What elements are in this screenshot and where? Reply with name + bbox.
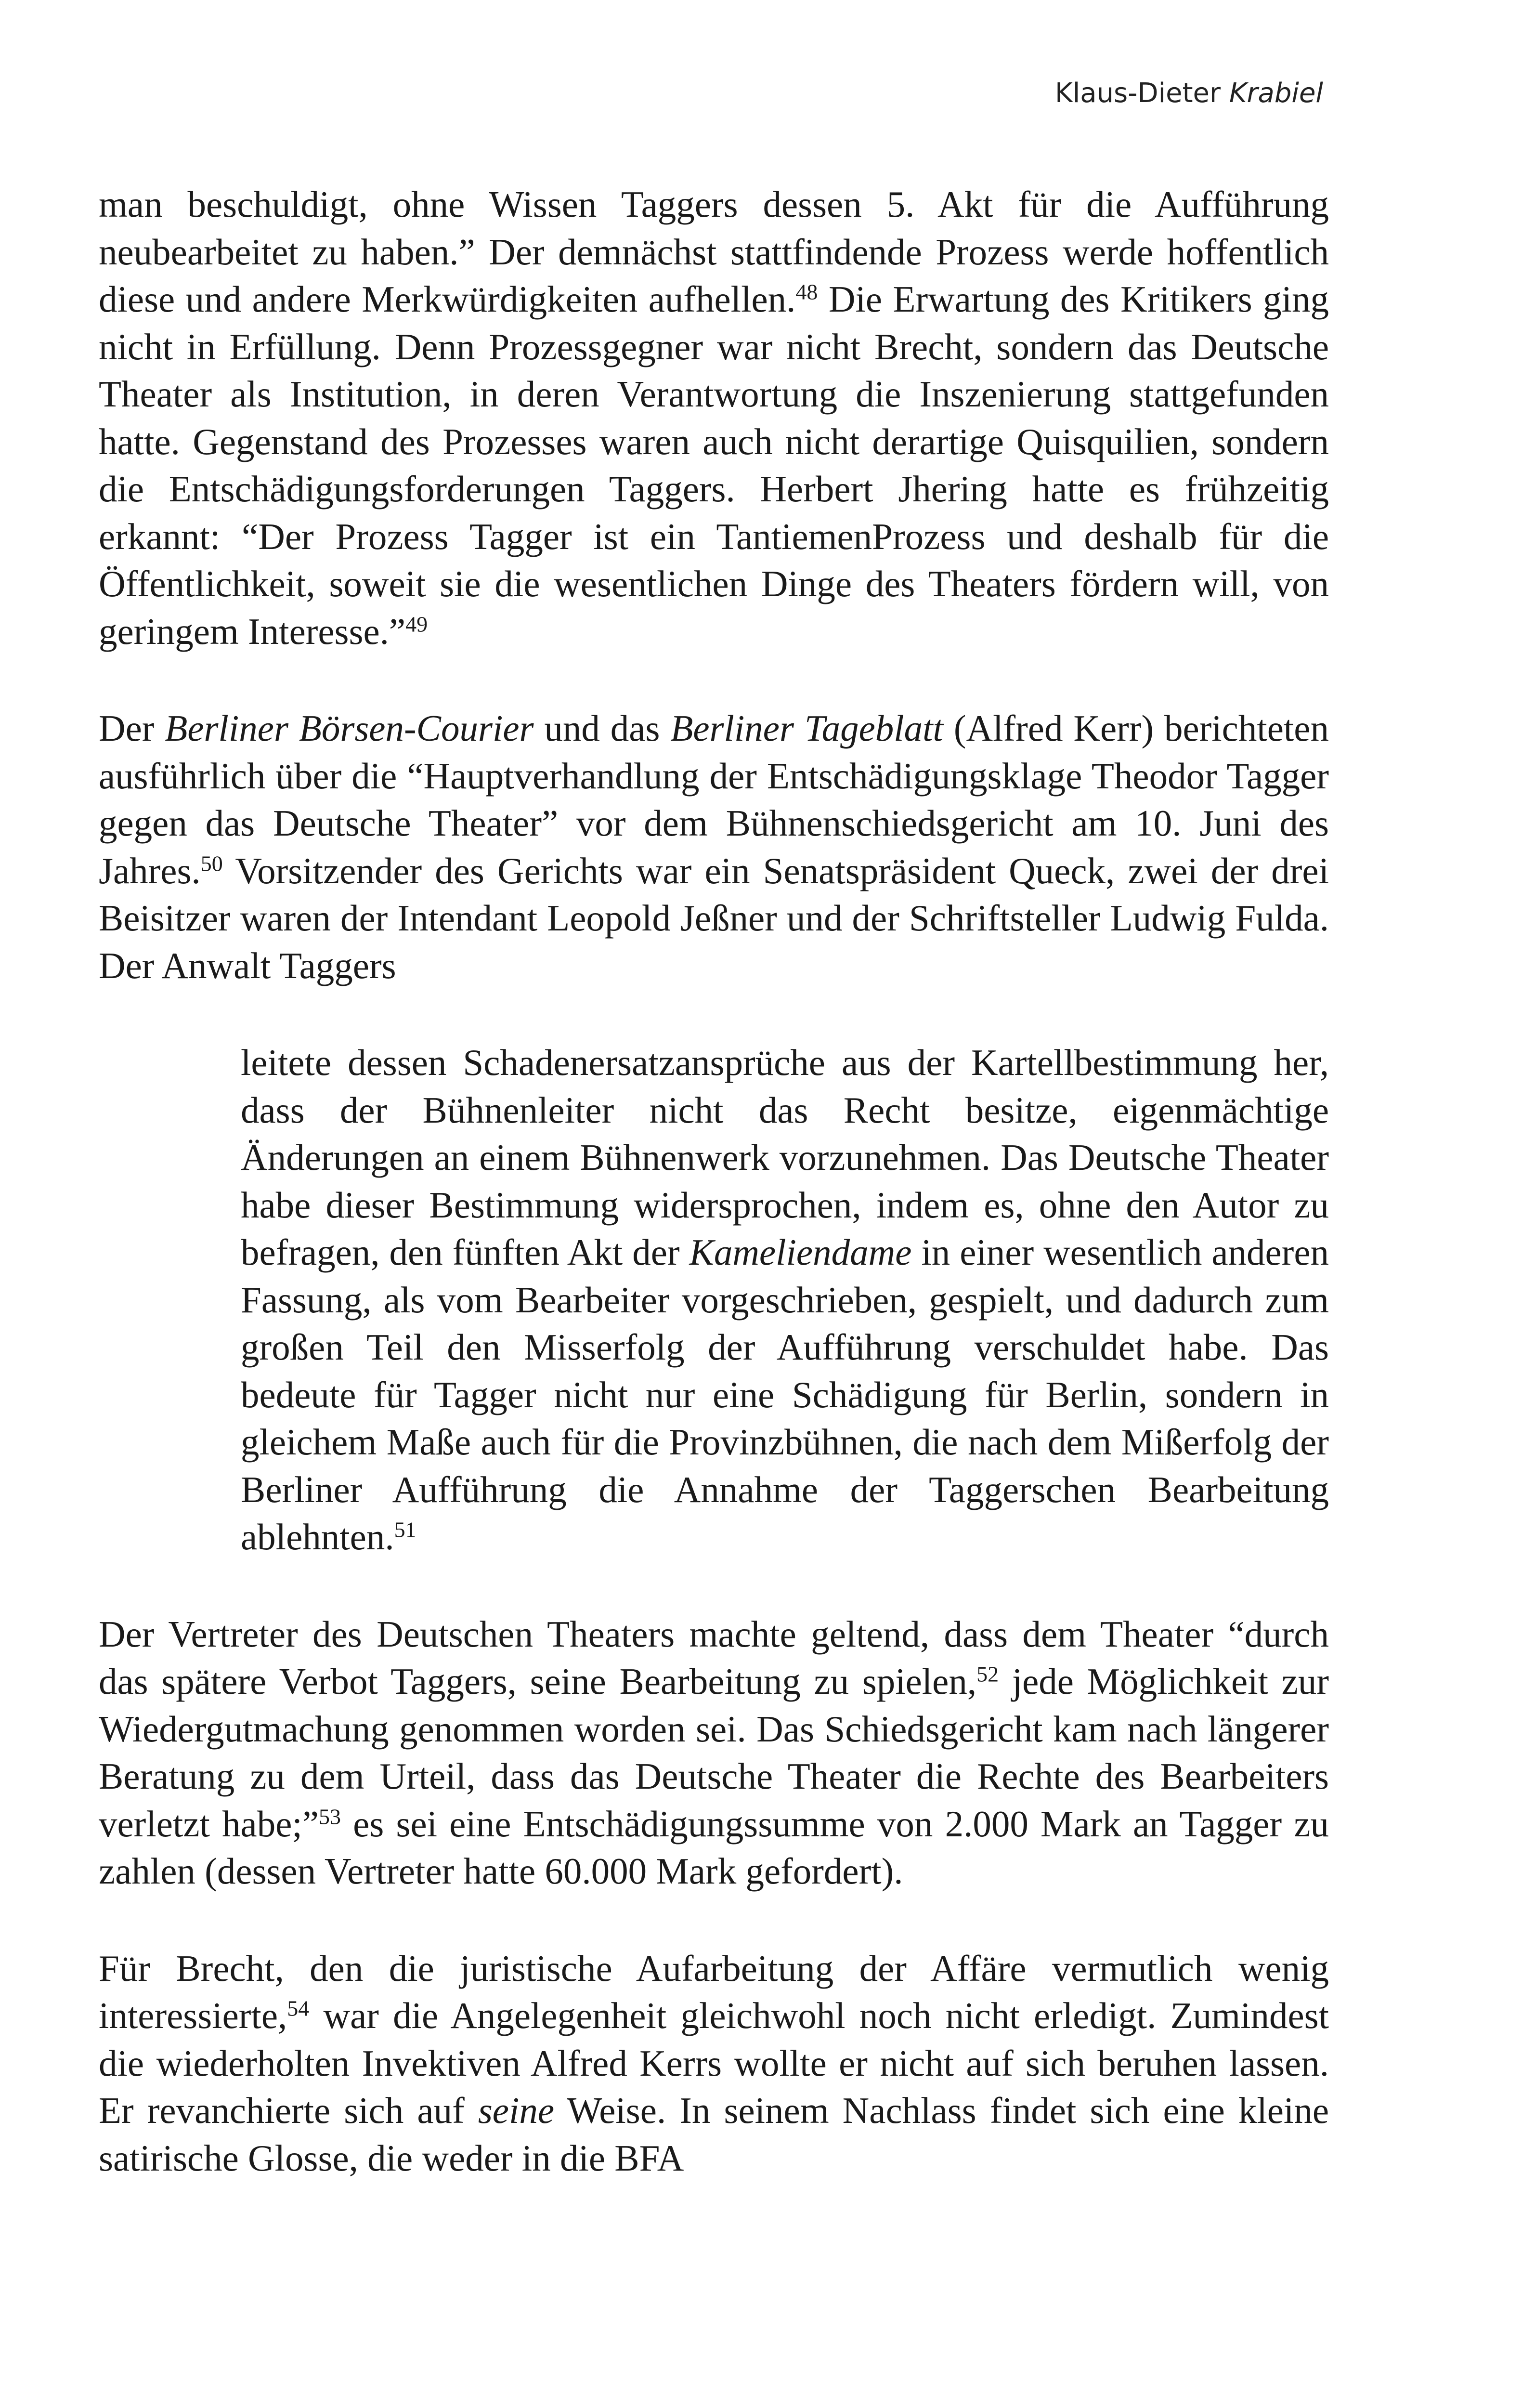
author-last-name: Krabiel bbox=[1229, 78, 1323, 109]
footnote-ref-54: 54 bbox=[287, 1996, 310, 2021]
footnote-ref-50: 50 bbox=[200, 851, 223, 876]
newspaper-title: Berliner Börsen-Courier bbox=[165, 707, 534, 749]
emphasis: seine bbox=[478, 2090, 555, 2131]
paragraph-4 bbox=[99, 1945, 1329, 2182]
text-run: und das bbox=[533, 707, 671, 749]
footnote-ref-48: 48 bbox=[795, 279, 818, 304]
paragraph-3 bbox=[99, 1610, 1329, 1895]
running-head bbox=[1055, 76, 1323, 111]
footnote-ref-53: 53 bbox=[318, 1804, 341, 1829]
text-run: jede Möglichkeit zur Wiedergutmachung genommen worden sei. Das Schiedsgericht kam nach längerer Beratung zu dem Urteil, dass das Deutsche Theater die Rechte des Bearbeiters verletzt habe;” bbox=[99, 1661, 1329, 1845]
text-run: es sei eine Entschädigungssumme von 2.000 Mark an Tagger zu zahlen (dessen Vertreter hatte 60.000 Mark gefordert). bbox=[99, 1803, 1329, 1892]
text-run: leitete dessen Schadenersatzansprüche aus der Kartellbestimmung her, dass der Bühnenleiter nicht das Recht besitze, eigenmächtige Änderungen an einem Bühnenwerk vorzunehmen. Das Deutsche Theater habe dieser Bestimmung widersprochen, indem es, ohne den Autor zu befragen, den fünften Akt der bbox=[241, 1042, 1329, 1273]
text-run: Vorsitzender des Gerichts war ein Senatspräsident Queck, zwei der drei Beisitzer waren der Intendant Leopold Jeßner und der Schriftsteller Ludwig Fulda. Der Anwalt Taggers bbox=[99, 850, 1329, 986]
text-run: Für Brecht, den die juristische Aufarbeitung der Affäre vermutlich wenig interessierte, bbox=[99, 1947, 1329, 2036]
footnote-ref-52: 52 bbox=[976, 1662, 999, 1687]
text-run: Der Vertreter des Deutschen Theaters machte geltend, dass dem Theater “durch das spätere Verbot Taggers, seine Bearbeitung zu spielen, bbox=[99, 1613, 1329, 1702]
text-run: war die Angelegenheit gleichwohl noch nicht erledigt. Zumindest die wiederholten Invektiven Alfred Kerrs wollte er nicht auf sich beruhen lassen. Er revanchierte sich auf bbox=[99, 1995, 1329, 2131]
text-run: Weise. In seinem Nachlass findet sich eine kleine satirische Glosse, die weder in die BFA bbox=[99, 2090, 1329, 2179]
play-title: Kameliendame bbox=[689, 1231, 912, 1273]
footnote-ref-51: 51 bbox=[394, 1517, 416, 1542]
text-run: Der bbox=[99, 707, 165, 749]
author-first-name: Klaus-Dieter bbox=[1054, 78, 1229, 109]
text-run: (Alfred Kerr) berichteten ausführlich über die “Hauptverhandlung der Entschädigungsklage Theodor Tagger gegen das Deutsche Theater” vor dem Bühnenschiedsgericht am 10. Juni des Jahres. bbox=[99, 707, 1329, 891]
text-run: man beschuldigt, ohne Wissen Taggers dessen 5. Akt für die Aufführung neubearbeitet zu haben.” Der demnächst stattfindende Prozess werde hoffentlich diese und andere Merkwürdigkeiten aufhellen. bbox=[99, 183, 1329, 320]
block-quote bbox=[241, 1039, 1329, 1561]
text-run: Die Erwartung des Kritikers ging nicht in Erfüllung. Denn Prozessgegner war nicht Brecht, sondern das Deutsche Theater als Institution, in deren Verantwortung die Inszenierung stattgefunden hatte. Gegenstand des Prozesses waren auch nicht derartige Quisquilien, sondern die Entschädigungsforderungen Taggers. Herbert Jhering hatte es frühzeitig erkannt: “Der Prozess Tagger ist ein TantiemenProzess und deshalb für die Öffentlichkeit, soweit sie die wesentlichen Dinge des Theaters fördern will, von geringem Interesse.” bbox=[99, 278, 1329, 652]
newspaper-title: Berliner Tageblatt bbox=[670, 707, 943, 749]
footnote-ref-49: 49 bbox=[405, 612, 428, 637]
paragraph-2 bbox=[99, 705, 1329, 989]
text-run: in einer wesentlich anderen Fassung, als vom Bearbeiter vorgeschrieben, gespielt, und dadurch zum großen Teil den Misserfolg der Aufführung verschuldet habe. Das bedeute für Tagger nicht nur eine Schädigung für Berlin, sondern in gleichem Maße auch für die Provinzbühnen, die nach dem Mißerfolg der Berliner Aufführung die Annahme der Taggerschen Bearbeitung ablehnten. bbox=[241, 1231, 1329, 1557]
body-text bbox=[99, 181, 1329, 2182]
paragraph-1 bbox=[99, 181, 1329, 655]
